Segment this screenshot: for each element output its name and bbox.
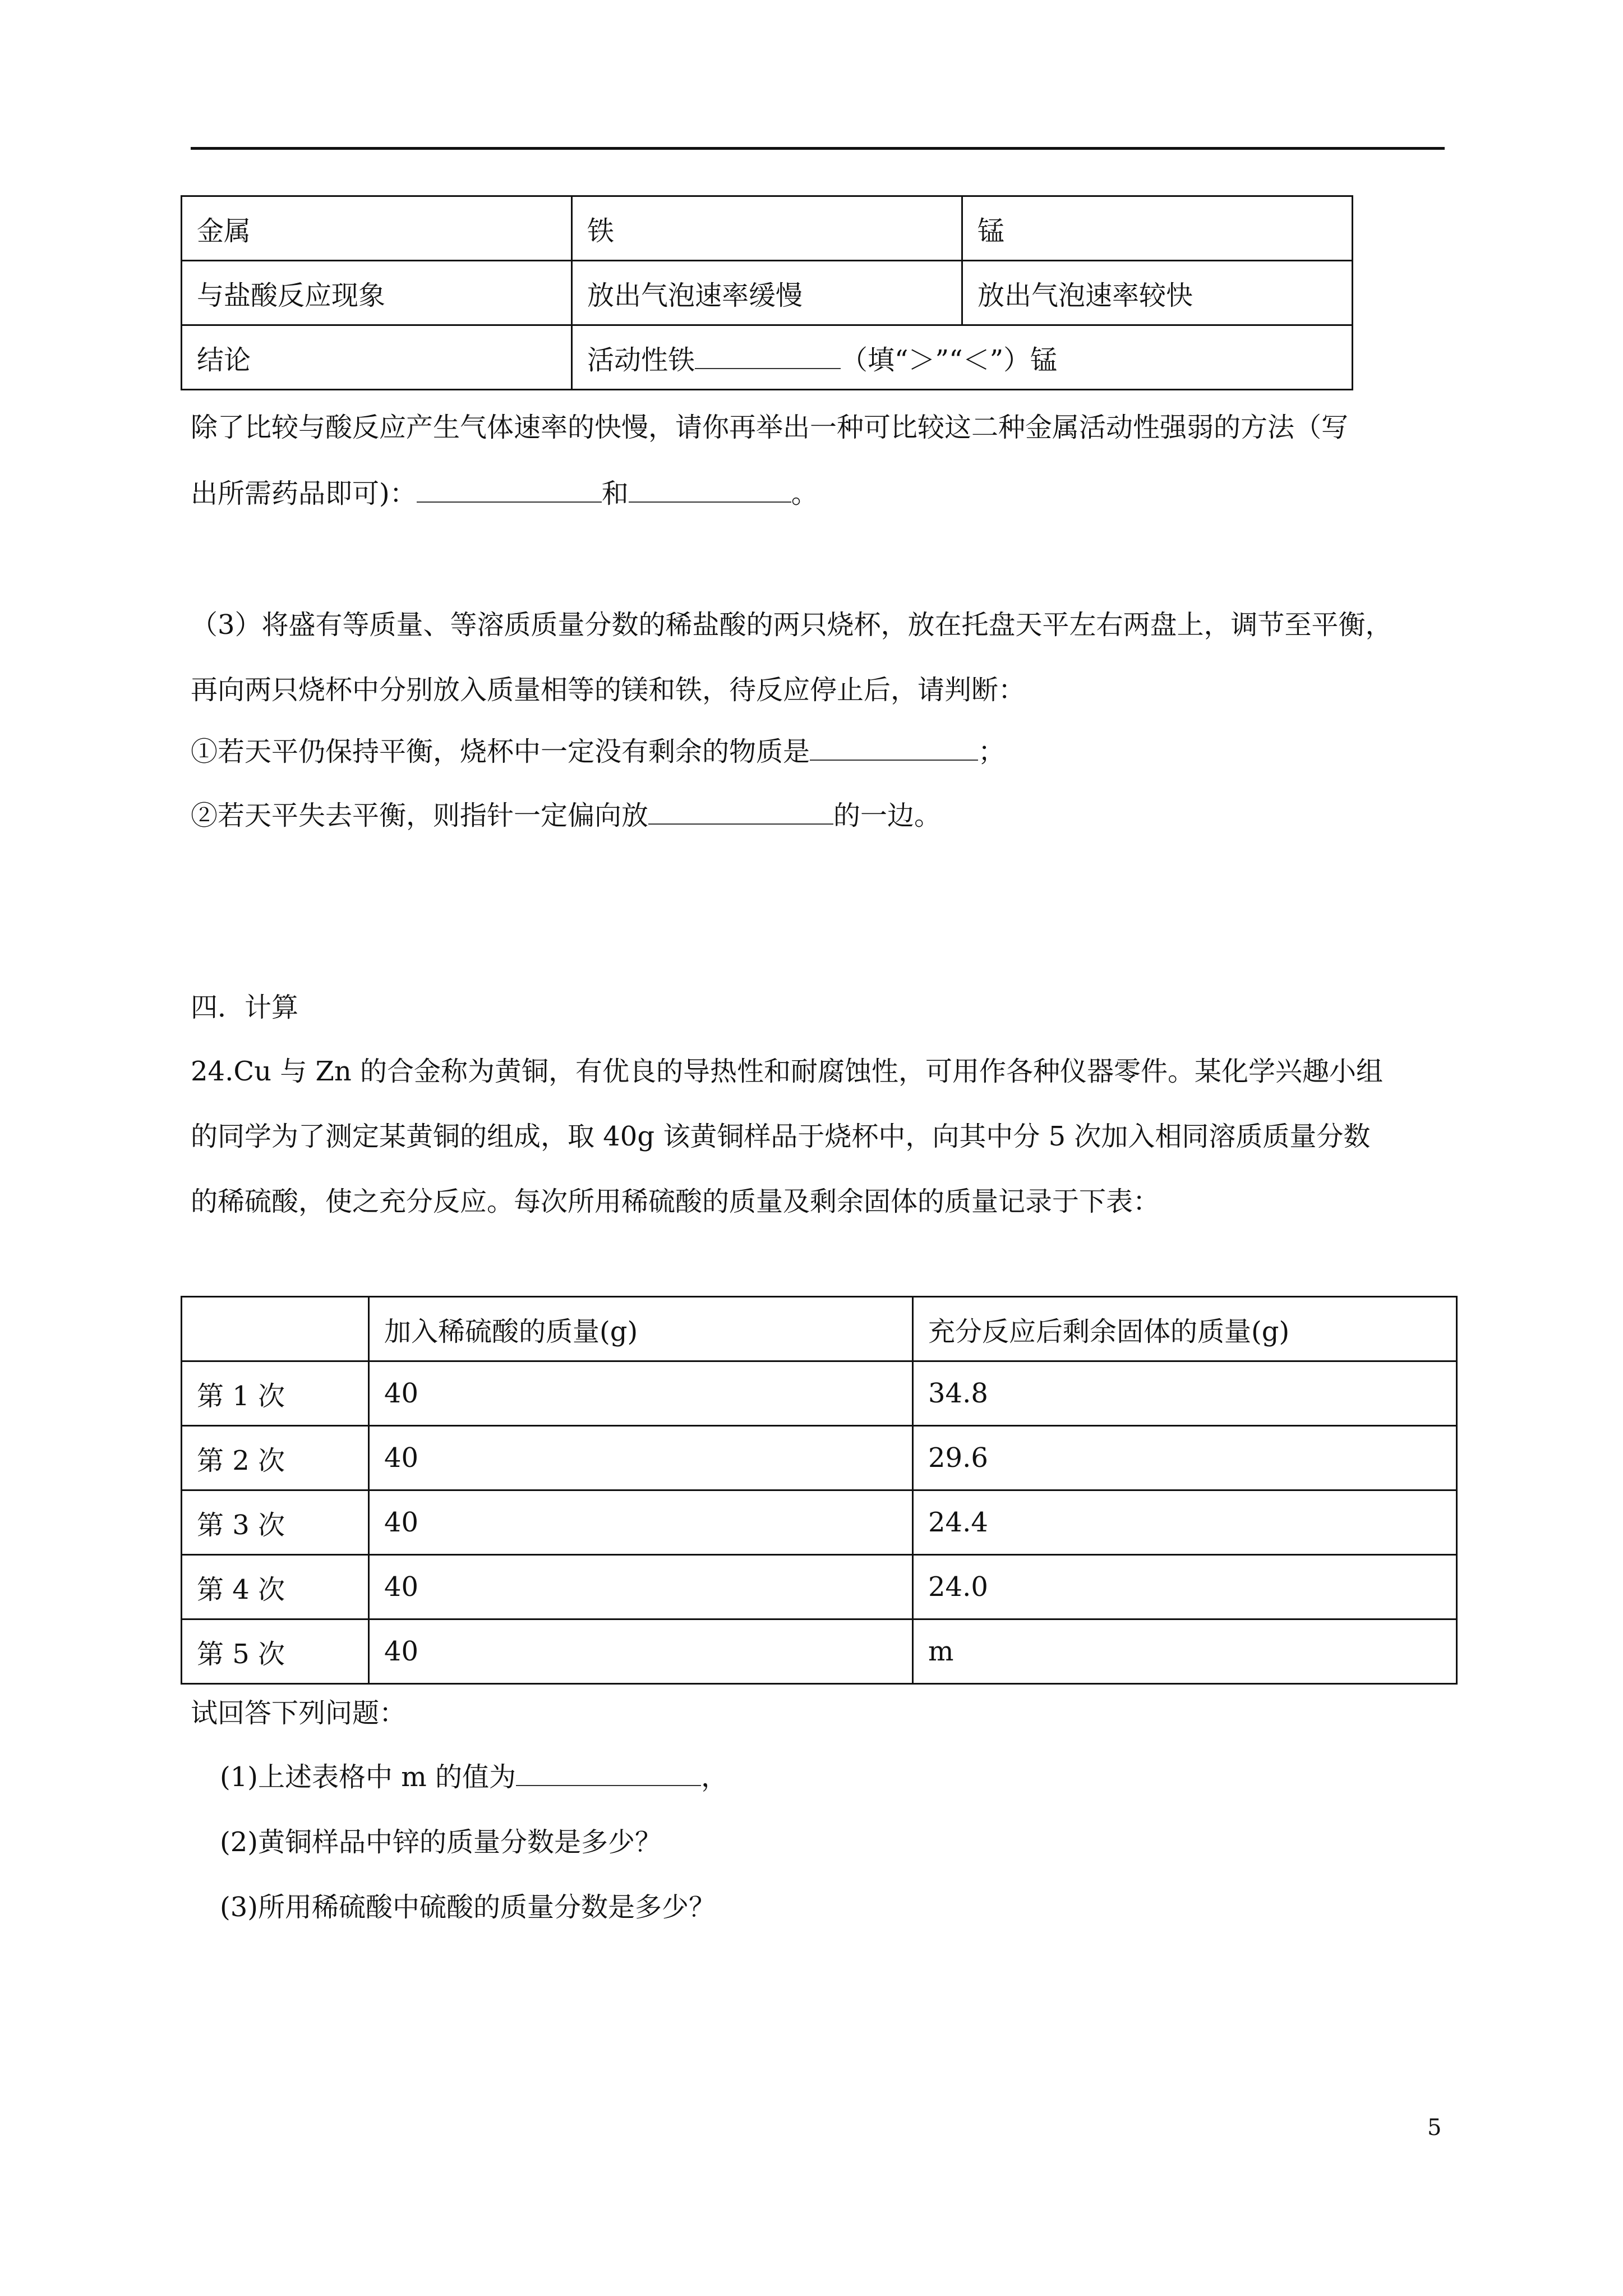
q24-line-2: 的同学为了测定某黄铜的组成，取 40g 该黄铜样品于烧杯中，向其中分 5 次加入相同溶质质量分数 (191, 1121, 1371, 1152)
table-cell: 29.6 (913, 1426, 1457, 1490)
answer-blank[interactable] (629, 479, 791, 503)
table-cell: 锰 (962, 196, 1353, 261)
q3-item-1-suffix: ； (978, 736, 1006, 767)
method-suffix: 。 (791, 478, 818, 509)
table-cell: 40 (369, 1426, 913, 1490)
method-line-2 (191, 477, 818, 510)
table-cell: 24.0 (913, 1555, 1457, 1619)
table-cell: 40 (369, 1555, 913, 1619)
q3-item-1-text: ①若天平仍保持平衡，烧杯中一定没有剩余的物质是 (191, 736, 810, 767)
brass-data-table (181, 1296, 1458, 1685)
section-heading: 四．计算 (191, 992, 299, 1023)
table-cell: 结论 (182, 325, 572, 390)
method-mid: 和 (601, 478, 629, 509)
table-cell: 第 1 次 (182, 1361, 369, 1426)
q24-line-1: 24.Cu 与 Zn 的合金称为黄铜，有优良的导热性和耐腐蚀性，可用作各种仪器零件。某化学兴趣小组 (191, 1056, 1384, 1087)
question-2: (2)黄铜样品中锌的质量分数是多少？ (220, 1826, 662, 1858)
q3-item-2-suffix: 的一边。 (833, 800, 942, 831)
table-cell: m (913, 1619, 1457, 1684)
table-row (182, 1361, 1457, 1426)
table-cell: 金属 (182, 196, 572, 261)
questions-intro: 试回答下列问题： (191, 1697, 407, 1729)
q3-line-2: 再向两只烧杯中分别放入质量相等的镁和铁，待反应停止后，请判断： (191, 674, 1026, 706)
q24-line-3: 的稀硫酸，使之充分反应。每次所用稀硫酸的质量及剩余固体的质量记录于下表： (191, 1186, 1160, 1217)
conclusion-prefix: 活动性铁 (587, 344, 695, 376)
metal-comparison-table (181, 195, 1353, 390)
table-cell: 放出气泡速率缓慢 (572, 261, 962, 325)
table-cell: 放出气泡速率较快 (962, 261, 1353, 325)
answer-blank[interactable] (648, 801, 833, 825)
answer-blank[interactable] (695, 346, 841, 369)
question-1-text: (1)上述表格中 m 的值为 (220, 1761, 517, 1793)
q3-item-1 (191, 735, 1005, 769)
table-cell: 第 4 次 (182, 1555, 369, 1619)
table-row (182, 1619, 1457, 1684)
table-row (182, 196, 1353, 261)
table-row (182, 1555, 1457, 1619)
method-prefix: 出所需药品即可)： (191, 478, 417, 509)
table-header-row (182, 1297, 1457, 1361)
table-cell: 第 2 次 (182, 1426, 369, 1490)
question-1 (220, 1760, 728, 1794)
table-cell: 铁 (572, 196, 962, 261)
header-rule (191, 147, 1445, 150)
table-row (182, 261, 1353, 325)
q3-item-2-text: ②若天平失去平衡，则指针一定偏向放 (191, 800, 649, 831)
page-number: 5 (1427, 2115, 1442, 2141)
conclusion-suffix: （填“＞”“＜”）锰 (841, 344, 1058, 376)
table-header-cell (182, 1297, 369, 1361)
table-cell: 40 (369, 1619, 913, 1684)
table-cell: 40 (369, 1361, 913, 1426)
question-1-suffix: ， (701, 1761, 728, 1793)
table-cell: 24.4 (913, 1490, 1457, 1555)
answer-blank[interactable] (516, 1763, 701, 1786)
table-header-cell: 加入稀硫酸的质量(g) (369, 1297, 913, 1361)
method-line-1: 除了比较与酸反应产生气体速率的快慢，请你再举出一种可比较这二种金属活动性强弱的方法（写 (191, 412, 1349, 443)
answer-blank[interactable] (810, 737, 978, 761)
table-cell: 与盐酸反应现象 (182, 261, 572, 325)
table-row (182, 1426, 1457, 1490)
table-row (182, 1490, 1457, 1555)
table-row (182, 325, 1353, 390)
table-cell: 40 (369, 1490, 913, 1555)
table-cell: 第 3 次 (182, 1490, 369, 1555)
answer-blank[interactable] (417, 479, 602, 503)
q3-line-1: （3）将盛有等质量、等溶质质量分数的稀盐酸的两只烧杯，放在托盘天平左右两盘上，调节至平衡， (191, 609, 1393, 641)
conclusion-cell (572, 325, 1353, 390)
q3-item-2 (191, 799, 941, 832)
table-header-cell: 充分反应后剩余固体的质量(g) (913, 1297, 1457, 1361)
table-cell: 第 5 次 (182, 1619, 369, 1684)
table-cell: 34.8 (913, 1361, 1457, 1426)
question-3: (3)所用稀硫酸中硫酸的质量分数是多少？ (220, 1892, 716, 1923)
